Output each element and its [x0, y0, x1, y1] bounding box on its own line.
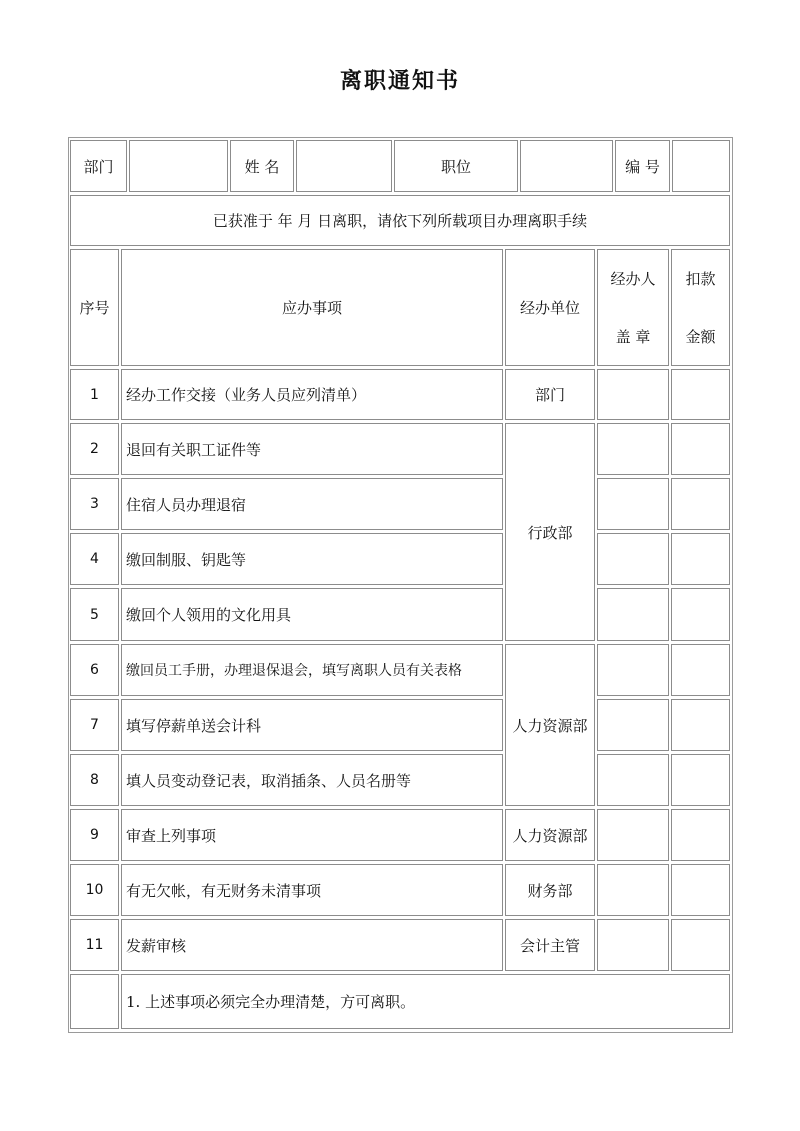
row-seq: 4 — [70, 533, 119, 585]
deduct-field[interactable] — [671, 919, 730, 971]
stamp-field[interactable] — [597, 644, 669, 696]
col-stamp-line2: 盖 章 — [615, 328, 651, 346]
col-seq-header: 序号 — [70, 249, 119, 366]
row-seq: 5 — [70, 588, 119, 641]
page-title: 离职通知书 — [339, 69, 460, 94]
row-unit: 部门 — [505, 369, 595, 420]
row-seq: 2 — [70, 423, 119, 475]
stamp-field[interactable] — [597, 478, 669, 530]
row-seq: 10 — [70, 864, 119, 916]
stamp-field[interactable] — [597, 864, 669, 916]
row-seq: 3 — [70, 478, 119, 530]
col-unit-header: 经办单位 — [505, 249, 595, 366]
number-value-field[interactable] — [672, 140, 730, 192]
note-seq-blank — [70, 974, 119, 1029]
name-value-field[interactable] — [296, 140, 392, 192]
dept-label: 部门 — [70, 140, 127, 192]
row-unit: 人力资源部 — [505, 809, 595, 861]
stamp-field[interactable] — [597, 809, 669, 861]
stamp-field[interactable] — [597, 588, 669, 641]
deduct-field[interactable] — [671, 369, 730, 420]
row-item: 经办工作交接（业务人员应列清单） — [121, 369, 503, 420]
row-item: 填人员变动登记表，取消插条、人员名册等 — [121, 754, 503, 806]
row-item: 缴回制服、钥匙等 — [121, 533, 503, 585]
row-seq: 6 — [70, 644, 119, 696]
row-item: 住宿人员办理退宿 — [121, 478, 503, 530]
deduct-field[interactable] — [671, 423, 730, 475]
row-item: 缴回员工手册，办理退保退会，填写离职人员有关表格 — [121, 644, 503, 696]
stamp-field[interactable] — [597, 754, 669, 806]
col-deduct-header — [671, 249, 730, 366]
row-seq: 9 — [70, 809, 119, 861]
col-deduct-line1: 扣款 — [685, 270, 716, 288]
row-item: 发薪审核 — [121, 919, 503, 971]
position-value-field[interactable] — [520, 140, 613, 192]
row-unit-merged: 行政部 — [505, 423, 595, 641]
row-seq: 7 — [70, 699, 119, 751]
deduct-field[interactable] — [671, 699, 730, 751]
deduct-field[interactable] — [671, 754, 730, 806]
stamp-field[interactable] — [597, 533, 669, 585]
row-item: 有无欠帐，有无财务未清事项 — [121, 864, 503, 916]
row-item: 缴回个人领用的文化用具 — [121, 588, 503, 641]
deduct-field[interactable] — [671, 588, 730, 641]
deduct-field[interactable] — [671, 644, 730, 696]
deduct-field[interactable] — [671, 864, 730, 916]
position-label: 职位 — [394, 140, 518, 192]
row-unit: 会计主管 — [505, 919, 595, 971]
stamp-field[interactable] — [597, 369, 669, 420]
note-text: 1. 上述事项必须完全办理清楚，方可离职。 — [121, 974, 730, 1029]
col-deduct-line2: 金额 — [685, 328, 716, 346]
stamp-field[interactable] — [597, 919, 669, 971]
row-seq: 8 — [70, 754, 119, 806]
notice-text: 已获准于 年 月 日离职，请依下列所载项目办理离职手续 — [70, 195, 730, 246]
stamp-field[interactable] — [597, 423, 669, 475]
stamp-field[interactable] — [597, 699, 669, 751]
dept-value-field[interactable] — [129, 140, 228, 192]
deduct-field[interactable] — [671, 809, 730, 861]
row-item: 退回有关职工证件等 — [121, 423, 503, 475]
deduct-field[interactable] — [671, 533, 730, 585]
col-stamp-line1: 经办人 — [610, 270, 656, 288]
row-unit: 财务部 — [505, 864, 595, 916]
col-item-header: 应办事项 — [121, 249, 503, 366]
row-seq: 1 — [70, 369, 119, 420]
row-unit-merged: 人力资源部 — [505, 644, 595, 806]
deduct-field[interactable] — [671, 478, 730, 530]
col-stamp-header — [597, 249, 669, 366]
row-seq: 11 — [70, 919, 119, 971]
name-label: 姓 名 — [230, 140, 294, 192]
number-label: 编 号 — [615, 140, 670, 192]
row-item: 填写停薪单送会计科 — [121, 699, 503, 751]
row-item: 审查上列事项 — [121, 809, 503, 861]
